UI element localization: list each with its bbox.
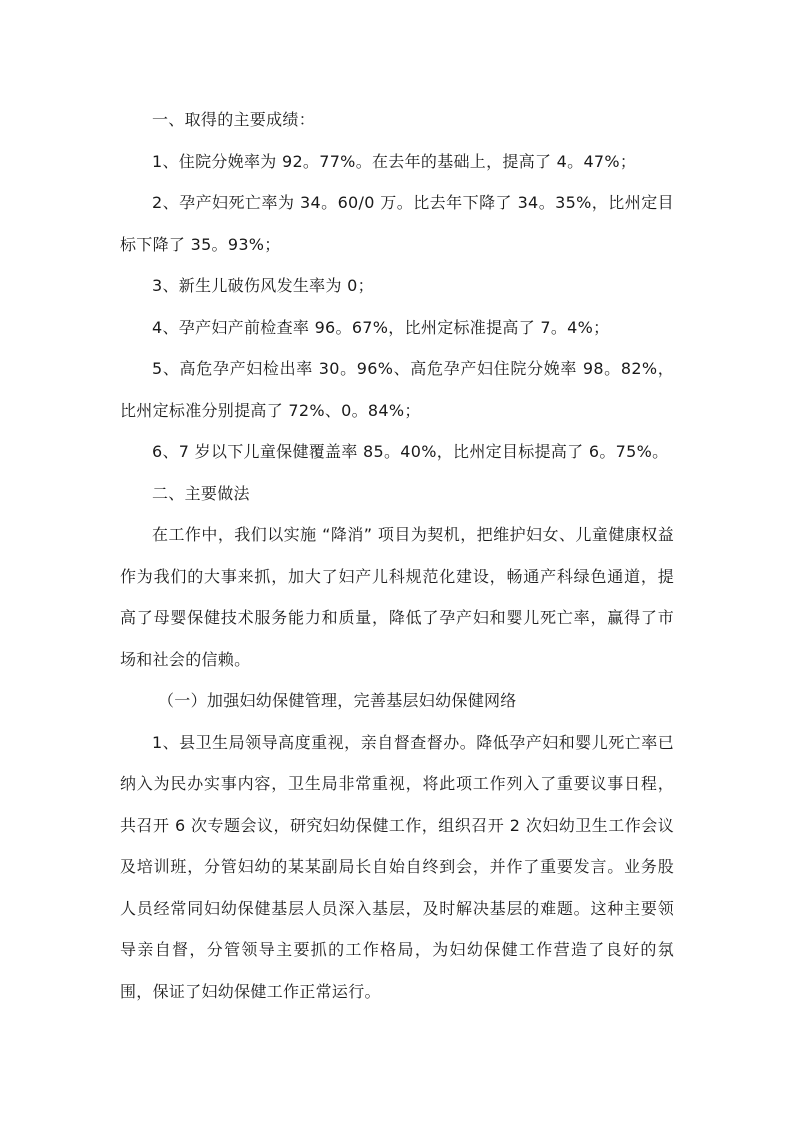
methods-intro-paragraph: 在工作中，我们以实施 “降消” 项目为契机，把维护妇女、儿童健康权益作为我们的大事来抓，加大了妇产儿科规范化建设，畅通产科绿色通道，提高了母婴保健技术服务能力和质量，降低了孕产妇和婴儿死亡率，赢得了市场和社会的信赖。 <box>120 525 674 669</box>
achievement-item-2: 2、孕产妇死亡率为 34。60/0 万。比去年下降了 34。35%，比州定目标下降了 35。93%； <box>120 193 674 254</box>
section-heading-achievements: 一、取得的主要成绩： <box>152 110 316 129</box>
achievement-item-4: 4、孕产妇产前检查率 96。67%，比州定标准提高了 7。4%； <box>152 317 610 337</box>
document-body <box>120 99 674 1012</box>
subsection-heading-management: （一）加强妇幼保健管理，完善基层妇幼保健网络 <box>158 691 517 710</box>
section-heading-methods: 二、主要做法 <box>152 483 250 503</box>
achievement-item-6: 6、7 岁以下儿童保健覆盖率 85。40%，比州定目标提高了 6。75%。 <box>152 442 669 461</box>
achievement-item-1: 1、住院分娩率为 92。77%。在去年的基础上，提高了 4。47%； <box>152 151 637 171</box>
achievement-item-5: 5、高危孕产妇检出率 30。96%、高危孕产妇住院分娩率 98。82%，比州定标准分别提高了 72%、0。84%； <box>120 359 674 420</box>
management-item-1: 1、县卫生局领导高度重视，亲自督查督办。降低孕产妇和婴儿死亡率已纳入为民办实事内容，卫生局非常重视，将此项工作列入了重要议事日程，共召开 6 次专题会议，研究妇幼保健工作，组织召开 2 次妇幼卫生工作会议及培训班，分管妇幼的某某副局长自始自终到会，并作了重要发言。业务股人员经常同妇幼保健基层人员深入基层，及时解决基层的难题。这种主要领导亲自督，分管领导主要抓的工作格局，为妇幼保健工作营造了良好的氛围，保证了妇幼保健工作正常运行。 <box>120 732 674 1001</box>
achievement-item-3: 3、新生儿破伤风发生率为 0； <box>152 276 374 295</box>
